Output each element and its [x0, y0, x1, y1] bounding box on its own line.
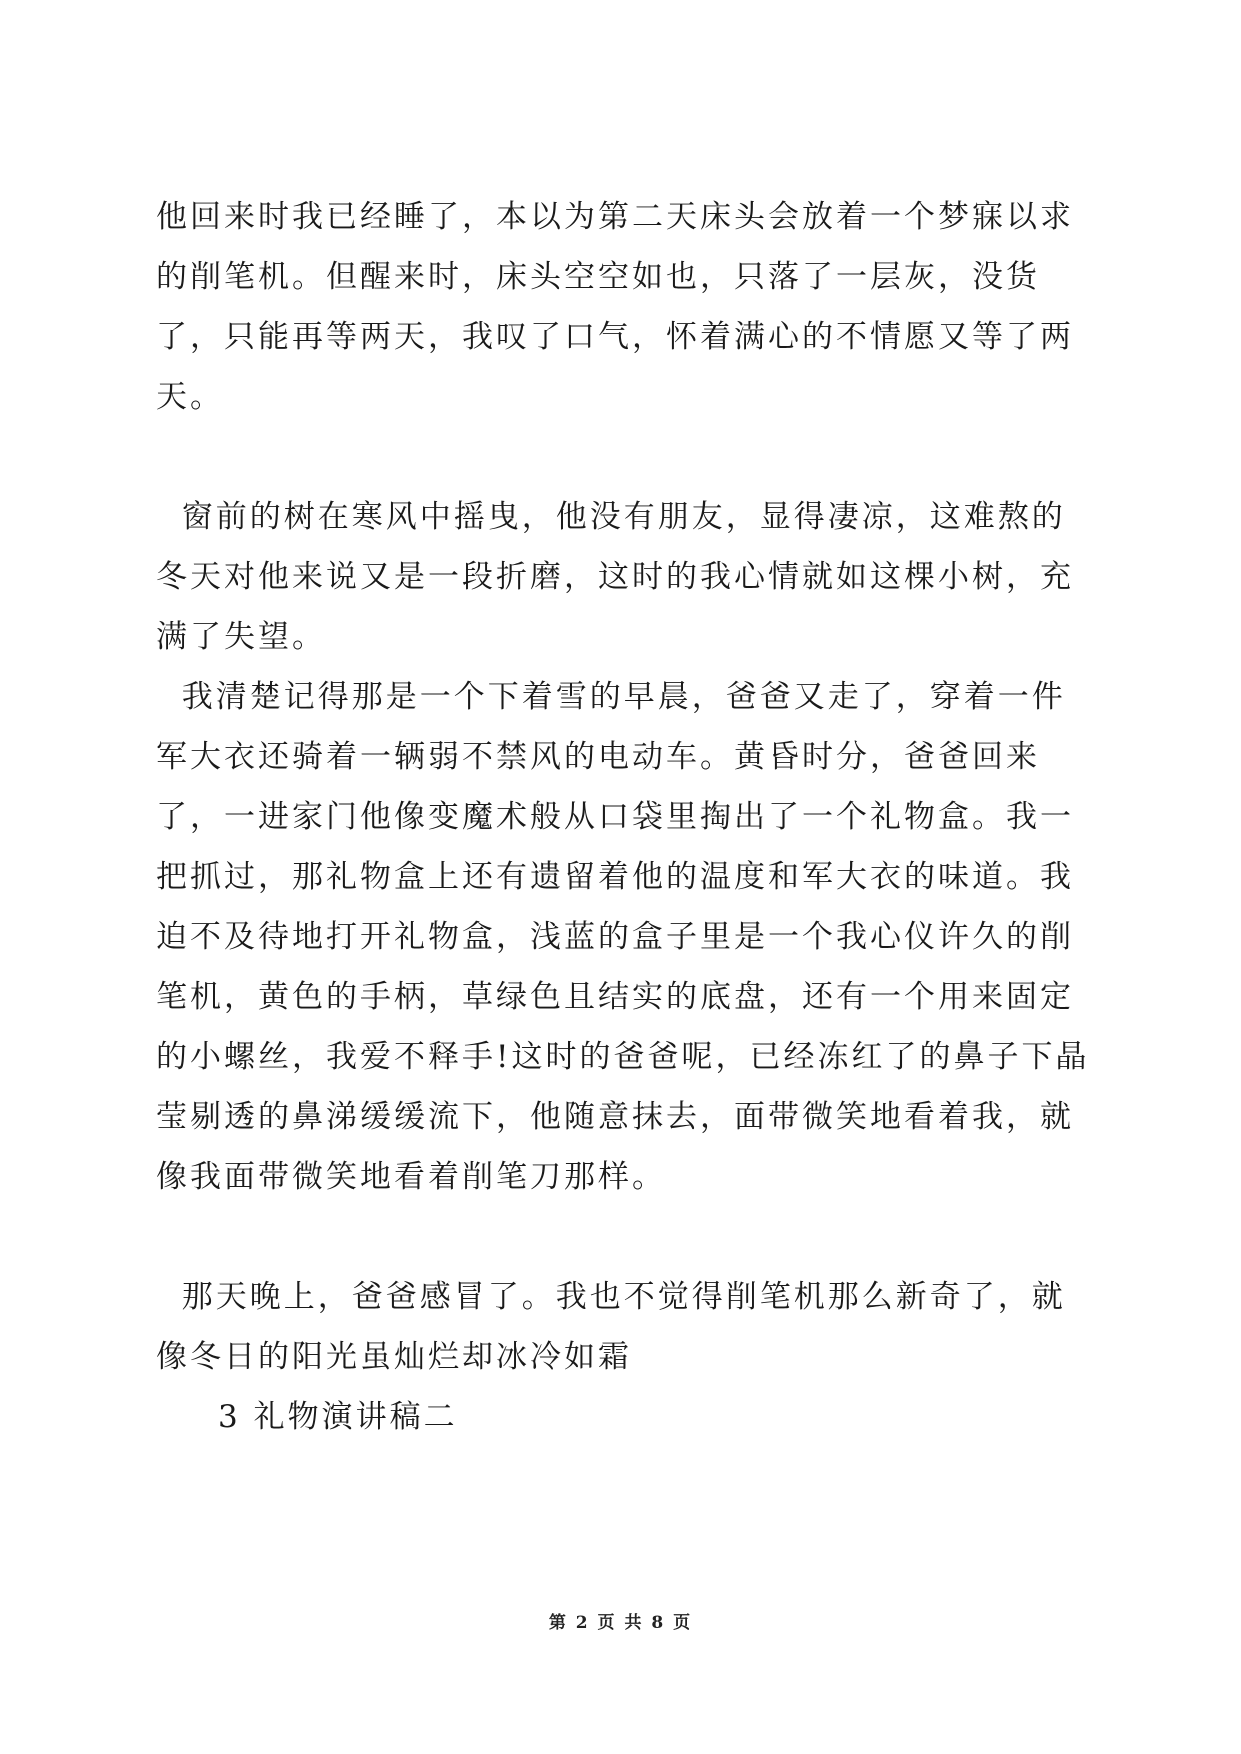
section-heading: 3 礼物演讲稿二: [218, 1399, 458, 1435]
paragraph-1: 他回来时我已经睡了，本以为第二天床头会放着一个梦寐以求的削笔机。但醒来时，床头空空如也，只落了一层灰，没货了，只能再等两天，我叹了口气，怀着满心的不情愿又等了两天。: [156, 199, 1074, 415]
paragraph-spacer: [156, 427, 1096, 487]
page-number-footer: 第 2 页 共 8 页: [548, 1613, 693, 1633]
paragraph-3: 我清楚记得那是一个下着雪的早晨，爸爸又走了，穿着一件军大衣还骑着一辆弱不禁风的电动车。黄昏时分，爸爸回来了，一进家门他像变魔术般从口袋里掏出了一个礼物盒。我一把抓过，那礼物盒上还有遗留着他的温度和军大衣的味道。我迫不及待地打开礼物盒，浅蓝的盒子里是一个我心仪许久的削笔机，黄色的手柄，草绿色且结实的底盘，还有一个用来固定的小螺丝，我爱不释手!这时的爸爸呢，已经冻红了的鼻子下晶莹剔透的鼻涕缓缓流下，他随意抹去，面带微笑地看着我，就像我面带微笑地看着削笔刀那样。: [156, 679, 1090, 1195]
paragraph-2: 窗前的树在寒风中摇曳，他没有朋友，显得凄凉，这难熬的冬天对他来说又是一段折磨，这时的我心情就如这棵小树，充满了失望。: [156, 499, 1074, 655]
document-body: [156, 187, 1096, 1447]
paragraph-4: 那天晚上，爸爸感冒了。我也不觉得削笔机那么新奇了，就像冬日的阳光虽灿烂却冰冷如霜: [156, 1279, 1066, 1375]
paragraph-spacer: [156, 1207, 1096, 1267]
